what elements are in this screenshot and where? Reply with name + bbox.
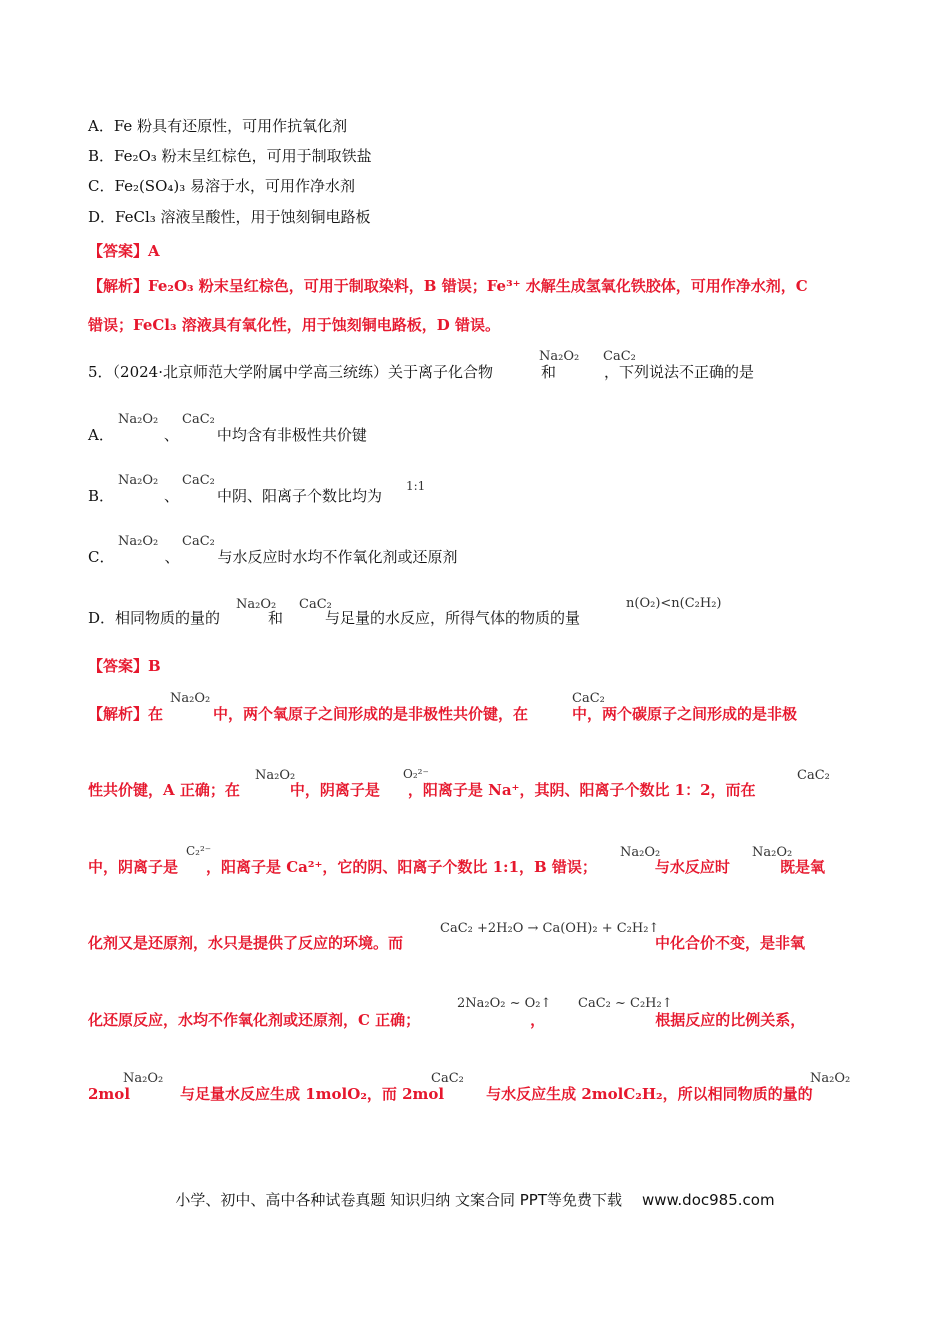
option-text: 与足量的水反应，所得气体的物质的量 xyxy=(325,609,581,627)
formula-na2o2: Na₂O₂ xyxy=(123,1071,164,1086)
analysis-text: ，阳离子是 Ca²⁺，它的阴、阳离子个数比 1:1，B 错误； xyxy=(206,858,597,876)
analysis-text: 化剂又是还原剂，水只是提供了反应的环境。而 xyxy=(88,934,404,952)
analysis-text: 与足量水反应生成 1molO₂，而 2mol xyxy=(180,1085,445,1103)
formula-cac2: CaC₂ xyxy=(572,691,605,706)
formula-na2o2: Na₂O₂ xyxy=(170,691,211,706)
analysis-line xyxy=(88,1010,805,1030)
analysis-text: 既是氧 xyxy=(779,858,825,876)
option-b: B．Fe₂O₃ 粉末呈红棕色，可用于制取铁盐 xyxy=(88,147,372,165)
formula-na2o2: Na₂O₂ xyxy=(236,597,277,612)
formula-cac2: CaC₂ xyxy=(797,768,830,783)
option-text: 中均含有非极性共价键 xyxy=(216,426,367,444)
option-letter: B． xyxy=(88,487,115,505)
analysis-text: 2mol xyxy=(88,1085,131,1103)
option-text: 中阴、阳离子个数比均为 xyxy=(217,487,383,505)
answer-label: 【答案】A xyxy=(88,242,160,260)
option-text: 和 xyxy=(268,609,284,627)
formula-na2o2-relation: 2Na₂O₂ ~ O₂↑ xyxy=(457,996,552,1011)
q5-option-b xyxy=(88,486,382,506)
separator: 、 xyxy=(163,426,179,444)
analysis-text: 性共价键，A 正确；在 xyxy=(88,781,240,799)
option-text: 与水反应时水均不作氧化剂或还原剂 xyxy=(217,548,458,566)
option-a: A．Fe 粉具有还原性，可用作抗氧化剂 xyxy=(88,117,348,135)
separator: 、 xyxy=(164,548,180,566)
analysis-line: 【解析】Fe₂O₃ 粉末呈红棕色，可用于制取染料，B 错误；Fe³⁺ 水解生成氢氧化铁胶体，可用作净水剂，C xyxy=(88,277,808,295)
analysis-text: 中，阴离子是 xyxy=(289,781,380,799)
formula-cac2-relation: CaC₂ ~ C₂H₂↑ xyxy=(578,996,673,1011)
formula-o2-ion: O₂²⁻ xyxy=(403,767,429,781)
analysis-text: 中，两个氧原子之间形成的是非极性共价键，在 xyxy=(213,705,529,723)
separator: 、 xyxy=(164,487,180,505)
analysis-text: 与水反应时 xyxy=(654,858,730,876)
formula-cac2: CaC₂ xyxy=(182,534,215,549)
stem-text: ，下列说法不正确的是 xyxy=(604,363,755,381)
analysis-line xyxy=(88,780,756,800)
analysis-text: 中化合价不变，是非氧 xyxy=(655,934,806,952)
q5-option-c xyxy=(88,547,458,567)
formula-na2o2: Na₂O₂ xyxy=(752,845,793,860)
stem-text: 5．（2024·北京师范大学附属中学高三统练）关于离子化合物 xyxy=(88,363,493,381)
analysis-line xyxy=(88,1084,813,1104)
formula-cac2-reaction: CaC₂ +2H₂O → Ca(OH)₂ + C₂H₂↑ xyxy=(440,921,660,936)
analysis-text: 化还原反应，水均不作氧化剂或还原剂，C 正确； xyxy=(88,1011,421,1029)
formula-cac2: CaC₂ xyxy=(299,597,332,612)
analysis-text: 中，两个碳原子之间形成的是非极 xyxy=(572,705,798,723)
analysis-text: 中，阴离子是 xyxy=(88,858,179,876)
formula-cac2: CaC₂ xyxy=(603,349,636,364)
q5-option-a xyxy=(88,425,367,445)
option-letter: A． xyxy=(88,426,114,444)
formula-cac2: CaC₂ xyxy=(182,473,215,488)
page-footer xyxy=(0,1190,950,1210)
footer-url[interactable]: www.doc985.com xyxy=(641,1191,775,1209)
formula-ratio: 1:1 xyxy=(406,479,426,493)
formula-na2o2: Na₂O₂ xyxy=(620,845,661,860)
stem-text: 和 xyxy=(541,363,557,381)
formula-na2o2: Na₂O₂ xyxy=(810,1071,851,1086)
analysis-text: 根据反应的比例关系， xyxy=(655,1011,806,1029)
formula-na2o2: Na₂O₂ xyxy=(118,473,159,488)
option-d: D．FeCl₃ 溶液呈酸性，用于蚀刻铜电路板 xyxy=(88,208,371,226)
analysis-text: 【解析】在 xyxy=(88,705,164,723)
analysis-line: 错误；FeCl₃ 溶液具有氧化性，用于蚀刻铜电路板，D 错误。 xyxy=(88,316,501,334)
formula-na2o2: Na₂O₂ xyxy=(118,534,159,549)
analysis-line xyxy=(88,857,825,877)
analysis-text: ， xyxy=(530,1011,546,1029)
formula-c2-ion: C₂²⁻ xyxy=(186,844,212,858)
formula-cac2: CaC₂ xyxy=(431,1071,464,1086)
footer-text: 小学、初中、高中各种试卷真题 知识归纳 文案合同 PPT等免费下载 xyxy=(175,1191,622,1209)
formula-cac2: CaC₂ xyxy=(182,412,215,427)
analysis-line xyxy=(88,704,797,724)
option-letter: C． xyxy=(88,548,115,566)
formula-na2o2: Na₂O₂ xyxy=(255,768,296,783)
answer-label: 【答案】B xyxy=(88,657,161,675)
formula-gas-compare: n(O₂)<n(C₂H₂) xyxy=(626,596,722,611)
formula-na2o2: Na₂O₂ xyxy=(118,412,159,427)
q5-option-d xyxy=(88,608,580,628)
analysis-text: ，阳离子是 Na⁺，其阴、阳离子个数比 1：2，而在 xyxy=(407,781,756,799)
formula-na2o2: Na₂O₂ xyxy=(539,349,580,364)
analysis-text: 与水反应生成 2molC₂H₂，所以相同物质的量的 xyxy=(486,1085,813,1103)
question-stem xyxy=(88,362,754,382)
option-text: D．相同物质的量的 xyxy=(88,609,221,627)
option-c: C．Fe₂(SO₄)₃ 易溶于水，可用作净水剂 xyxy=(88,177,356,195)
